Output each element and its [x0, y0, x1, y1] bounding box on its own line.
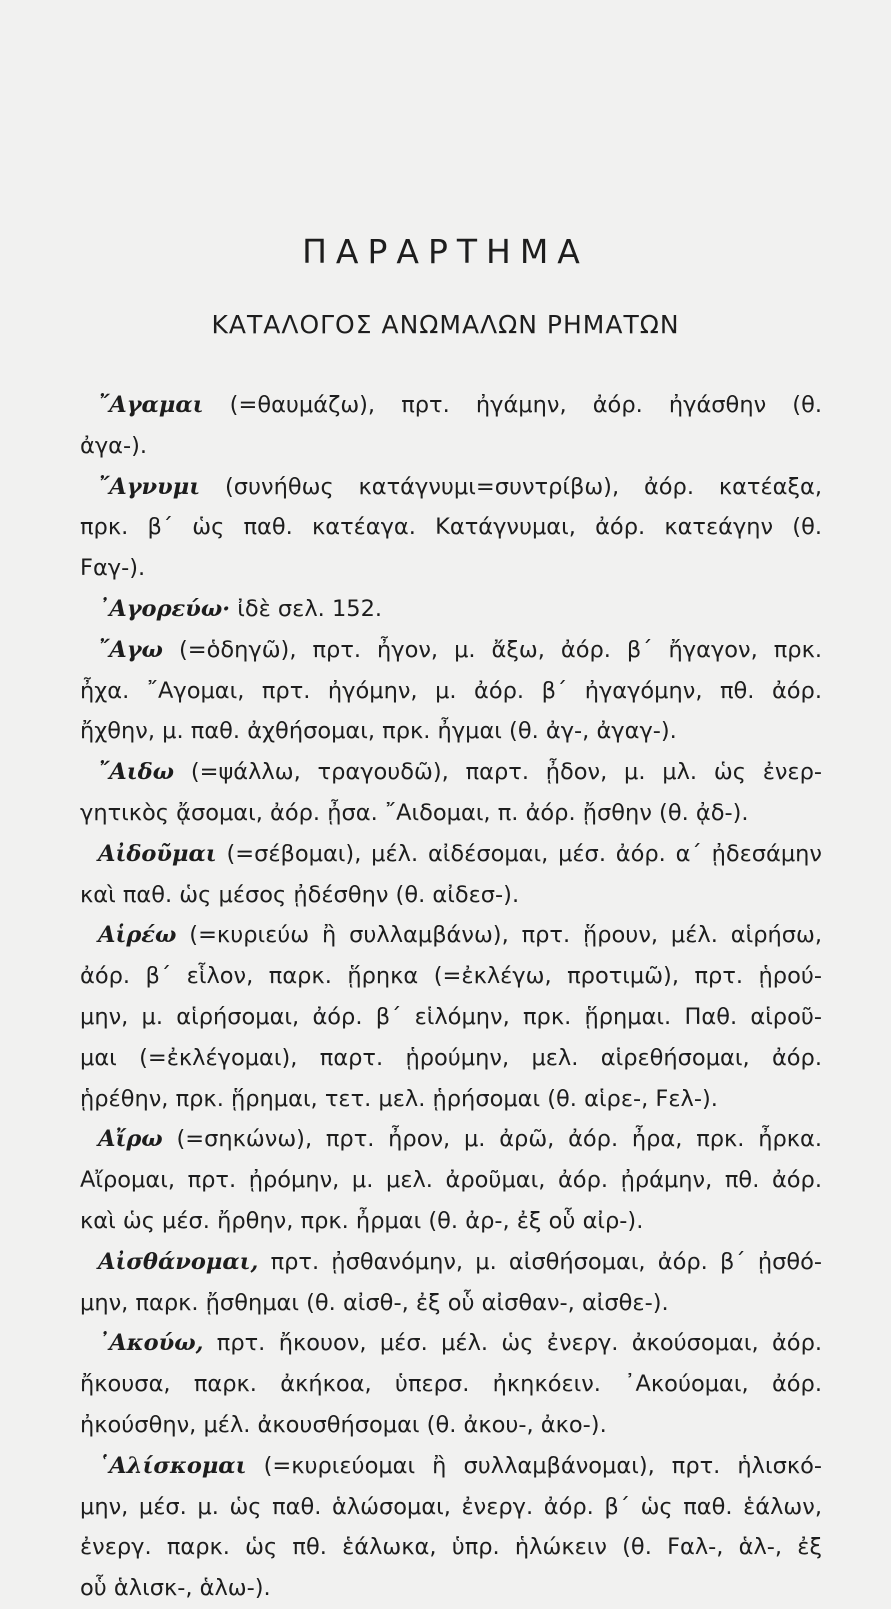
- entry-line: [80, 1405, 822, 1446]
- entry-text: Αἴρομαι, πρτ. ᾐρόμην, μ. μελ. ἀροῦμαι, ἀόρ. ᾐράμην, πθ. ἀόρ.: [80, 1167, 822, 1194]
- entry-text: ἠκούσθην, μέλ. ἀκουσθήσομαι (θ. ἀκου-, ἀκο-).: [80, 1411, 607, 1438]
- entry-text: ᾑρέθην, πρκ. ᾕρημαι, τετ. μελ. ᾑρήσομαι (θ. αἱρε-, Ϝελ-).: [80, 1085, 718, 1112]
- verb-entry: [80, 1446, 822, 1609]
- entry-line: [80, 1568, 822, 1609]
- entry-text: (=θαυμάζω), πρτ. ἠγάμην, ἀόρ. ἠγάσθην (θ.: [203, 392, 822, 418]
- verb-entry: [80, 1242, 822, 1324]
- entry-text: ἀγα-).: [80, 432, 148, 459]
- entry-line: [80, 671, 822, 712]
- entry-line: [80, 630, 822, 671]
- entry-line: [80, 1242, 822, 1283]
- verb-entry: [80, 630, 822, 752]
- entry-text: γητικὸς ᾄσομαι, ἀόρ. ᾖσα. ῎Αιδομαι, π. ἀόρ. ᾔσθην (θ. ᾀδ-).: [80, 799, 749, 826]
- entry-text: (=κυριεύομαι ἢ συλλαμβάνομαι), πρτ. ἡλισκό-: [246, 1452, 822, 1479]
- entry-text: καὶ παθ. ὡς μέσος ᾐδέσθην (θ. αἰδεσ-).: [80, 881, 520, 908]
- page-title: ΠΑΡΑΡΤΗΜΑ: [302, 232, 589, 271]
- entry-line: [80, 507, 822, 548]
- entry-text: μαι (=ἐκλέγομαι), παρτ. ᾑρούμην, μελ. αἱρεθήσομαι, ἀόρ.: [80, 1044, 822, 1071]
- entry-text: οὗ ἁλισκ-, ἁλω-).: [80, 1575, 271, 1602]
- entry-line: [80, 1079, 822, 1120]
- verb-entry: [80, 1119, 822, 1241]
- entry-line: [80, 875, 822, 916]
- entry-line: [80, 589, 822, 630]
- entry-headword: ᾿Αγορεύω·: [98, 595, 231, 622]
- entry-text: (=σηκώνω), πρτ. ἦρον, μ. ἀρῶ, ἀόρ. ἦρα, πρκ. ἦρκα.: [162, 1126, 822, 1153]
- entry-line: [80, 752, 822, 793]
- entry-text: ἤκουσα, παρκ. ἀκήκοα, ὑπερσ. ἠκηκόειν. ᾿Ακούομαι, ἀόρ.: [80, 1371, 822, 1398]
- entry-line: [80, 1446, 822, 1487]
- entry-text: μην, μ. αἱρήσομαι, ἀόρ. β΄ εἱλόμην, πρκ. ᾕρημαι. Παθ. αἱροῦ-: [80, 1003, 822, 1030]
- verb-list: [80, 385, 822, 1609]
- entry-text: ἰδὲ σελ. 152.: [230, 595, 383, 622]
- entry-line: [80, 1323, 822, 1364]
- entry-text: πρτ. ᾐσθανόμην, μ. αἰσθήσομαι, ἀόρ. β΄ ᾐσθό-: [258, 1248, 822, 1275]
- entry-text: (=ψάλλω, τραγουδῶ), παρτ. ᾖδον, μ. μλ. ὡς ἐνερ-: [174, 759, 822, 786]
- entry-line: [80, 1527, 822, 1568]
- entry-headword: Αἱρέω: [98, 922, 177, 949]
- entry-headword: ῎Αγνυμι: [98, 473, 201, 500]
- entry-line: [80, 1364, 822, 1405]
- entry-line: [80, 793, 822, 834]
- entry-line: [80, 467, 822, 508]
- verb-entry: [80, 589, 822, 630]
- entry-text: μην, παρκ. ᾔσθημαι (θ. αἰσθ-, ἐξ οὗ αἰσθαν-, αἰσθε-).: [80, 1289, 669, 1316]
- entry-text: (συνήθως κατάγνυμι=συντρίβω), ἀόρ. κατέαξα,: [200, 473, 822, 500]
- entry-text: ἐνεργ. παρκ. ὡς πθ. ἑάλωκα, ὑπρ. ἡλώκειν (θ. Ϝαλ-, ἁλ-, ἐξ: [80, 1534, 822, 1561]
- entry-line: [80, 1160, 822, 1201]
- entry-text: ἦχα. ῎Αγομαι, πρτ. ἠγόμην, μ. ἀόρ. β΄ ἠγαγόμην, πθ. ἀόρ.: [80, 677, 822, 704]
- entry-line: [80, 956, 822, 997]
- entry-headword: ᾿Ακούω,: [98, 1330, 204, 1357]
- entry-text: (=κυριεύω ἢ συλλαμβάνω), πρτ. ᾕρουν, μέλ. αἱρήσω,: [176, 922, 822, 949]
- entry-line: [80, 426, 822, 467]
- entry-line: [80, 834, 822, 875]
- entry-text: (=ὁδηγῶ), πρτ. ἦγον, μ. ἄξω, ἀόρ. β΄ ἤγαγον, πρκ.: [162, 636, 822, 663]
- verb-entry: [80, 385, 822, 467]
- verb-entry: [80, 834, 822, 916]
- entry-headword: ῎Αιδω: [98, 759, 175, 786]
- verb-entry: [80, 467, 822, 589]
- page-subtitle: ΚΑΤΑΛΟΓΟΣ ΑΝΩΜΑΛΩΝ ΡΗΜΑΤΩΝ: [211, 310, 680, 339]
- entry-line: [80, 1283, 822, 1324]
- entry-line: [80, 1119, 822, 1160]
- verb-entry: [80, 1323, 822, 1445]
- entry-text: ἤχθην, μ. παθ. ἀχθήσομαι, πρκ. ἦγμαι (θ. ἀγ-, ἀγαγ-).: [80, 718, 677, 745]
- verb-entry: [80, 752, 822, 834]
- entry-text: καὶ ὡς μέσ. ἤρθην, πρκ. ἦρμαι (θ. ἀρ-, ἐξ οὗ αἰρ-).: [80, 1207, 644, 1234]
- entry-headword: Αἰδοῦμαι: [98, 840, 217, 867]
- entry-line: [80, 1038, 822, 1079]
- entry-headword: ῾Αλίσκομαι: [98, 1452, 247, 1479]
- entry-text: πρκ. β΄ ὡς παθ. κατέαγα. Κατάγνυμαι, ἀόρ. κατεάγην (θ.: [80, 514, 822, 541]
- entry-line: [80, 385, 822, 426]
- entry-text: πρτ. ἤκουον, μέσ. μέλ. ὡς ἐνεργ. ἀκούσομαι, ἀόρ.: [203, 1330, 822, 1357]
- entry-headword: ῎Αγω: [98, 636, 163, 663]
- entry-text: μην, μέσ. μ. ὡς παθ. ἁλώσομαι, ἐνεργ. ἀόρ. β΄ ὡς παθ. ἑάλων,: [80, 1493, 822, 1520]
- entry-text: ἀόρ. β΄ εἷλον, παρκ. ᾕρηκα (=ἐκλέγω, προτιμῶ), πρτ. ᾑρού-: [80, 963, 822, 990]
- verb-entry: [80, 915, 822, 1119]
- entry-text: (=σέβομαι), μέλ. αἰδέσομαι, μέσ. ἀόρ. α΄ ᾐδεσάμην: [216, 840, 822, 867]
- entry-headword: Αἰσθάνομαι,: [98, 1248, 259, 1275]
- entry-text: Ϝαγ-).: [80, 555, 146, 582]
- entry-line: [80, 711, 822, 752]
- entry-line: [80, 1201, 822, 1242]
- entry-headword: Αἴρω: [98, 1126, 163, 1153]
- entry-headword: ῎Αγαμαι: [98, 392, 204, 418]
- entry-line: [80, 548, 822, 589]
- entry-line: [80, 997, 822, 1038]
- entry-line: [80, 915, 822, 956]
- entry-line: [80, 1487, 822, 1528]
